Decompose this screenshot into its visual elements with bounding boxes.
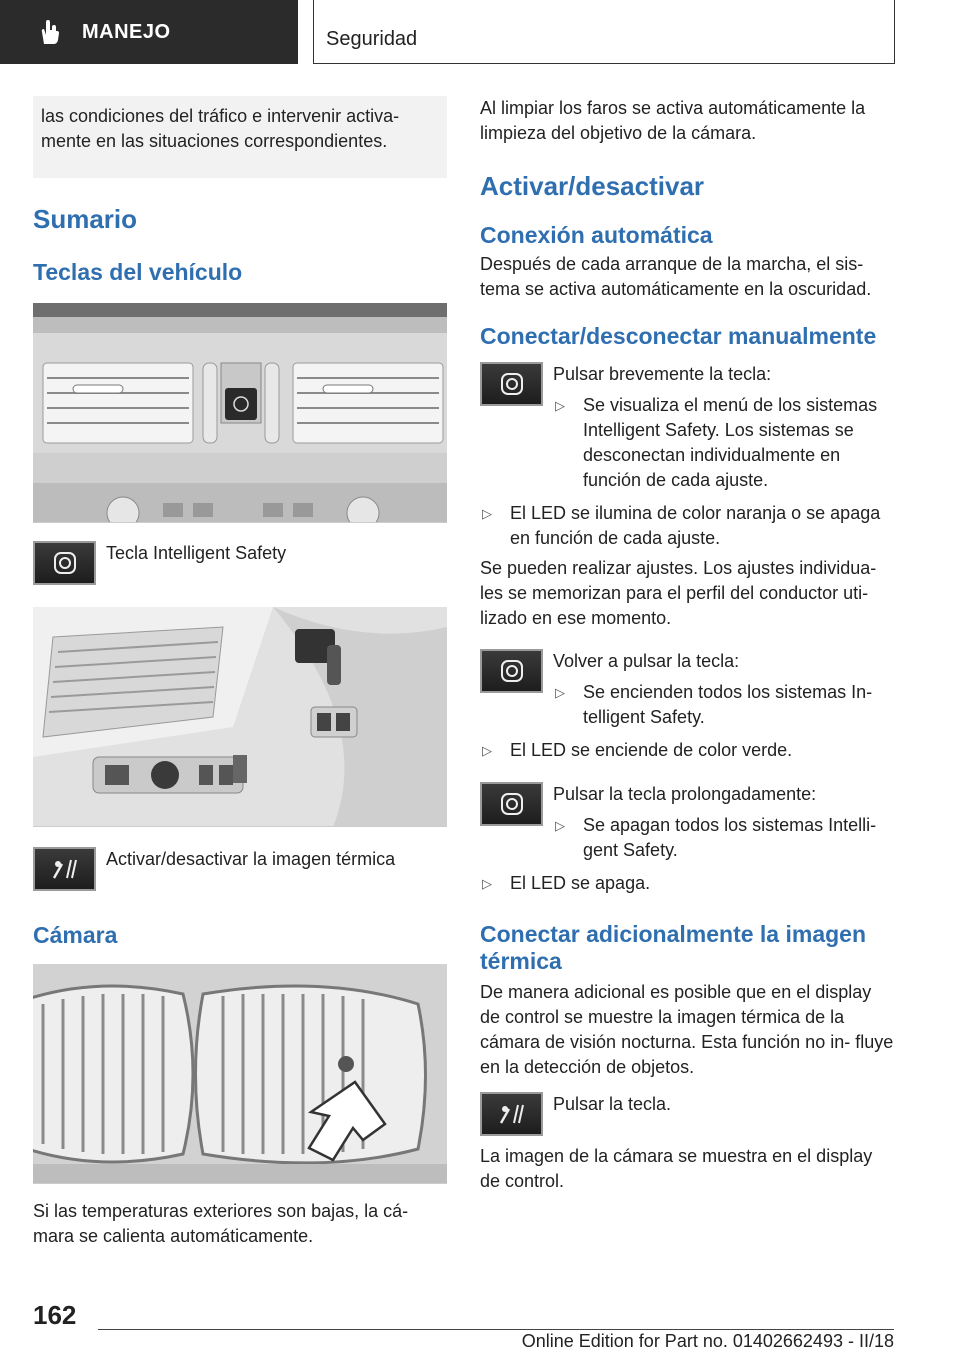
- ajustes-text: Se pueden realizar ajustes. Los ajustes individua‐ les se memorizan para el perfil del conductor uti‐ lizado en ese momento.: [480, 558, 877, 628]
- note-text: las condiciones del tráfico e intervenir activa‐ mente en las situaciones correspondientes.: [41, 106, 400, 151]
- step2-bullet-2: ▷ El LED se enciende de color verde.: [480, 738, 894, 763]
- intelligent-safety-icon: [52, 550, 78, 576]
- termica-text: De manera adicional es posible que en el display de control se muestre la imagen térmica de la cámara de visión nocturna. Esta función no in‐ fluye en la detección de objetos.: [480, 982, 894, 1077]
- night-vision-icon: [50, 856, 80, 882]
- heading-activar: Activar/desactivar: [480, 171, 705, 201]
- camera-grille-photo: [33, 964, 447, 1184]
- step1-bullet-2: ▷ El LED se ilumina de color naranja o se apaga en función de cada ajuste.: [480, 501, 894, 551]
- conexion-text: Después de cada arranque de la marcha, el sis‐ tema se activa automáticamente en la oscuridad.: [480, 254, 872, 299]
- heading-manual: Conectar/desconectar manualmente: [480, 323, 877, 349]
- step-press-thermal: [480, 1092, 894, 1138]
- section-header: [313, 0, 895, 64]
- step1-text: Pulsar brevemente la tecla:: [553, 364, 772, 384]
- headlight-switch-photo: [33, 607, 447, 827]
- step1-bullet-1: ▷ Se visualiza el menú de los sistemas Intelligent Safety. Los sistemas se desconectan individualmente en función de cada ajuste.: [553, 393, 894, 493]
- right-column: [480, 96, 894, 1194]
- thermal-image-button-step4[interactable]: [480, 1092, 543, 1136]
- step3-bullet-2: ▷ El LED se apaga.: [480, 871, 894, 896]
- step3-text: Pulsar la tecla prolongadamente:: [553, 784, 817, 804]
- note-box: [33, 96, 447, 178]
- step4-text: Pulsar la tecla.: [553, 1094, 672, 1114]
- thermal-image-key-row: [33, 847, 447, 893]
- step2-text: Volver a pulsar la tecla:: [553, 651, 740, 671]
- intelligent-safety-icon: [499, 658, 525, 684]
- intelligent-safety-key-row: [33, 541, 447, 587]
- night-vision-icon: [497, 1101, 527, 1127]
- intro-text: Al limpiar los faros se activa automáticamente la limpieza del objetivo de la cámara.: [480, 98, 866, 143]
- intelligent-safety-icon: [499, 791, 525, 817]
- step-press-briefly: [480, 362, 894, 493]
- intelligent-safety-icon: [499, 371, 525, 397]
- chapter-tab: [0, 0, 298, 64]
- heading-camara: Cámara: [33, 922, 118, 948]
- left-column: [33, 96, 447, 1249]
- heading-teclas: Teclas del vehículo: [33, 259, 243, 285]
- section-title: Seguridad: [326, 28, 418, 50]
- heading-sumario: Sumario: [33, 204, 138, 234]
- step-press-again: [480, 649, 894, 730]
- camara-text: Si las temperaturas exteriores son bajas, la cá‐ mara se calienta automáticamente.: [33, 1201, 409, 1246]
- final-text: La imagen de la cámara se muestra en el display de control.: [480, 1146, 873, 1191]
- heading-termica: Conectar adicionalmente la imagen térmica: [480, 921, 867, 974]
- edition-text: Online Edition for Part no. 01402662493 - II/18: [521, 1331, 894, 1351]
- step-press-long: [480, 782, 894, 863]
- intelligent-safety-button[interactable]: [33, 541, 96, 585]
- chapter-title: MANEJO: [82, 20, 171, 43]
- page-number: 162: [33, 1300, 77, 1330]
- hand-icon: [38, 18, 62, 46]
- intelligent-safety-button-step2[interactable]: [480, 649, 543, 693]
- step2-bullet-1: ▷ Se encienden todos los sistemas In‐ telligent Safety.: [553, 680, 894, 730]
- step3-bullet-1: ▷ Se apagan todos los sistemas Intelli‐ gent Safety.: [553, 813, 894, 863]
- intelligent-safety-button-step3[interactable]: [480, 782, 543, 826]
- dashboard-photo: [33, 303, 447, 523]
- btn1-caption: Tecla Intelligent Safety: [106, 543, 287, 563]
- btn2-caption: Activar/desactivar la imagen térmica: [106, 849, 396, 869]
- intelligent-safety-button-step1[interactable]: [480, 362, 543, 406]
- footer-divider: [98, 1329, 894, 1330]
- thermal-image-button[interactable]: [33, 847, 96, 891]
- heading-conexion: Conexión automática: [480, 222, 713, 248]
